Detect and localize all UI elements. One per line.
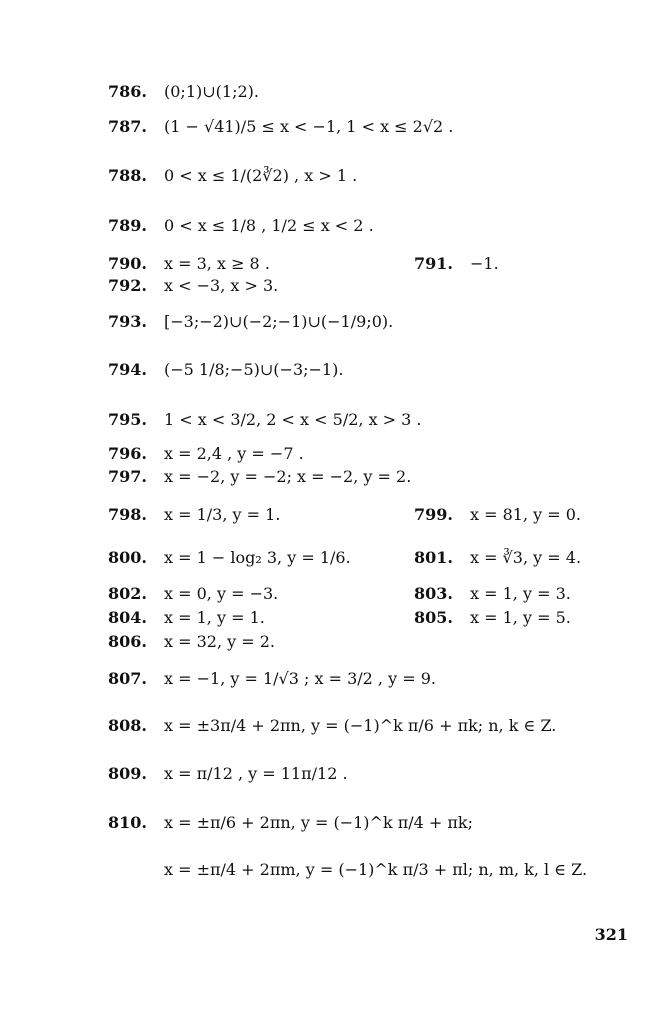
- answer-text: x = −2, y = −2; x = −2, y = 2.: [164, 467, 412, 486]
- answer-text: x = ±3π/4 + 2πn, y = (−1)^k π/6 + πk; n, k ∈ Z.: [164, 716, 557, 735]
- problem-number: 790.: [108, 254, 147, 273]
- problem-number: 789.: [108, 216, 147, 235]
- problem-number: 804.: [108, 608, 147, 627]
- problem-number: 797.: [108, 467, 147, 486]
- answer-entry: [108, 718, 556, 734]
- problem-number: 799.: [414, 505, 453, 524]
- answer-entry: [108, 119, 453, 135]
- answer-text: x = ∛3, y = 4.: [470, 548, 582, 567]
- problem-number: 809.: [108, 764, 147, 783]
- answer-text: x = ±π/4 + 2πm, y = (−1)^k π/3 + πl; n, m, k, l ∈ Z.: [164, 860, 588, 879]
- answer-entry: [414, 507, 581, 523]
- answer-text: [−3;−2)∪(−2;−1)∪(−1/9;0).: [164, 312, 394, 331]
- answer-entry: [108, 362, 343, 378]
- answer-entry-continuation: [108, 862, 587, 878]
- problem-number: 810.: [108, 813, 147, 832]
- answer-entry: [108, 314, 393, 330]
- answer-text: 1 < x < 3/2, 2 < x < 5/2, x > 3 .: [164, 410, 422, 429]
- problem-number: 805.: [414, 608, 453, 627]
- problem-number: 792.: [108, 276, 147, 295]
- answer-entry: [414, 586, 571, 602]
- problem-number: 788.: [108, 166, 147, 185]
- answer-entry: [108, 218, 374, 234]
- answer-text: x = 32, y = 2.: [164, 632, 276, 651]
- problem-number: 786.: [108, 82, 147, 101]
- answer-text: x = 1 − log₂ 3, y = 1/6.: [164, 548, 351, 567]
- answer-text: x = 1/3, y = 1.: [164, 505, 281, 524]
- answer-entry: [108, 586, 278, 602]
- answer-text: x = −1, y = 1/√3 ; x = 3/2 , y = 9.: [164, 669, 436, 688]
- answer-text: 0 < x ≤ 1/8 , 1/2 ≤ x < 2 .: [164, 216, 374, 235]
- problem-number: 787.: [108, 117, 147, 136]
- answer-entry: [108, 412, 422, 428]
- answer-text: x = 0, y = −3.: [164, 584, 279, 603]
- answer-entry: [108, 446, 304, 462]
- answer-entry: [414, 256, 499, 272]
- problem-number: 806.: [108, 632, 147, 651]
- problem-number: 791.: [414, 254, 453, 273]
- answer-text: x = 3, x ≥ 8 .: [164, 254, 270, 273]
- problem-number: 801.: [414, 548, 453, 567]
- answer-entry: [108, 671, 436, 687]
- answer-entry: [414, 610, 571, 626]
- answer-text: 0 < x ≤ 1/(2∛2) , x > 1 .: [164, 166, 358, 185]
- answer-entry: [108, 507, 280, 523]
- answer-entry: [108, 168, 357, 184]
- problem-number: 800.: [108, 548, 147, 567]
- answer-text: x = 1, y = 5.: [470, 608, 571, 627]
- answer-entry: [108, 469, 411, 485]
- problem-number: 807.: [108, 669, 147, 688]
- answer-entry: [414, 550, 581, 566]
- answer-text: x = 1, y = 3.: [470, 584, 571, 603]
- answer-entry: [108, 610, 265, 626]
- problem-number: 795.: [108, 410, 147, 429]
- answer-text: (−5 1/8;−5)∪(−3;−1).: [164, 360, 344, 379]
- answer-entry: [108, 815, 473, 831]
- answer-text: x = ±π/6 + 2πn, y = (−1)^k π/4 + πk;: [164, 813, 473, 832]
- problem-number: 802.: [108, 584, 147, 603]
- answer-text: x < −3, x > 3.: [164, 276, 279, 295]
- problem-number: 803.: [414, 584, 453, 603]
- problem-number: 798.: [108, 505, 147, 524]
- answer-text: (0;1)∪(1;2).: [164, 82, 259, 101]
- answer-text: x = 2,4 , y = −7 .: [164, 444, 304, 463]
- page-number: 321: [594, 925, 628, 944]
- answer-entry: [108, 550, 351, 566]
- problem-number: 794.: [108, 360, 147, 379]
- problem-number: 808.: [108, 716, 147, 735]
- answer-entry: [108, 84, 259, 100]
- problem-number: 793.: [108, 312, 147, 331]
- answer-text: x = 81, y = 0.: [470, 505, 582, 524]
- answer-text: x = π/12 , y = 11π/12 .: [164, 764, 348, 783]
- answer-text: (1 − √41)/5 ≤ x < −1, 1 < x ≤ 2√2 .: [164, 117, 454, 136]
- answer-text: x = 1, y = 1.: [164, 608, 265, 627]
- answer-text: −1.: [470, 254, 499, 273]
- answer-entry: [108, 766, 348, 782]
- answer-entry: [108, 634, 275, 650]
- answer-entry: [108, 278, 278, 294]
- answer-entry: [108, 256, 270, 272]
- problem-number: 796.: [108, 444, 147, 463]
